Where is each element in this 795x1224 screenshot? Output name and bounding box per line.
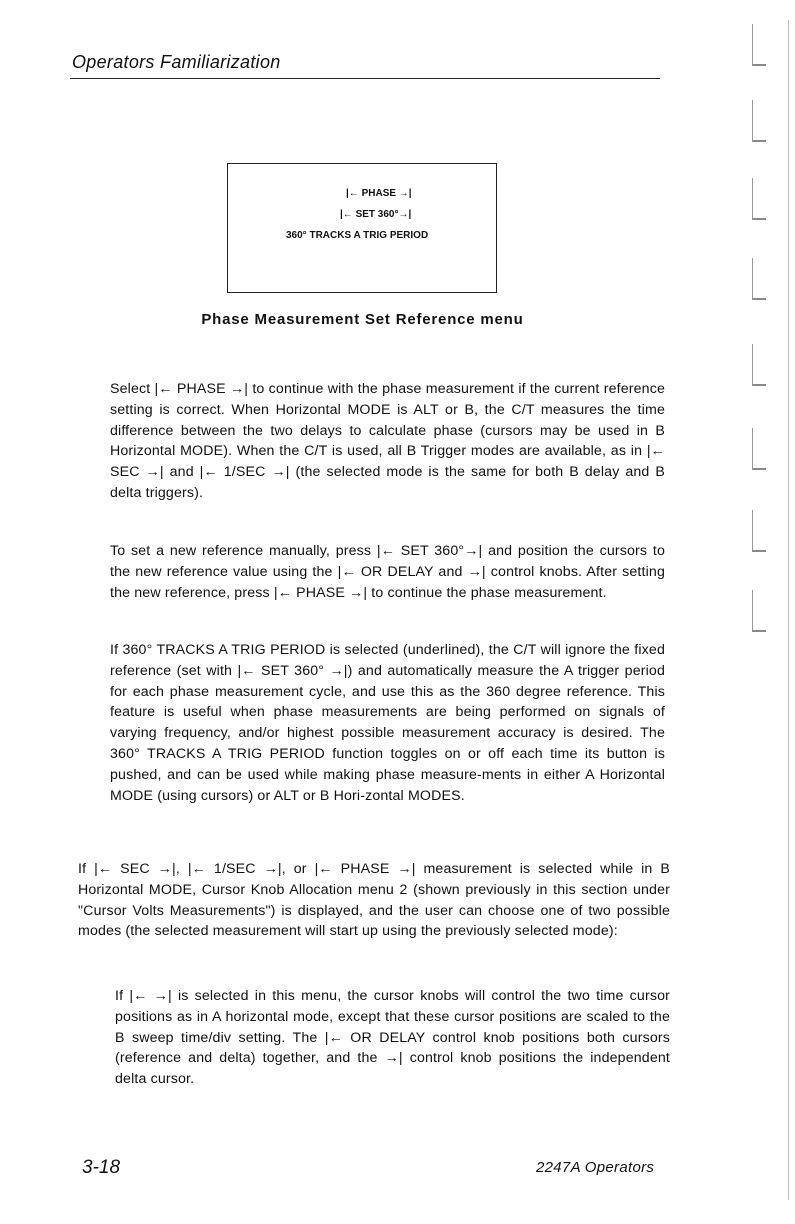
paragraph-select-phase: Select |← PHASE →| to continue with the phase measurement if the current reference setting is correct. When Horizontal MODE is ALT or B, the C/T measures the time difference between the two delays to calculate phase (cursors may be used in B Horizontal MODE). When the C/T is used, all B Trigger modes are available, as in |← SEC →| and |← 1/SEC →| (the selected mode is the same for both B delay and B delta triggers). bbox=[110, 381, 665, 501]
binding-tab-mark bbox=[752, 100, 766, 142]
paragraph-360-tracks: If 360° TRACKS A TRIG PERIOD is selected (underlined), the C/T will ignore the fixed reference (set with |← SET 360° →|) and automatically measure the A trigger period for each phase measurement cycle, and use this as the 360 degree reference. This feature is useful when phase measurements are being performed on signals of varying frequency, and/or highest possible measurement accuracy is desired. The 360° TRACKS A TRIG PERIOD function toggles on or off each time its button is pushed, and can be used while making phase measure-ments in either A Horizontal MODE (using cursors) or ALT or B Hori-zontal MODES. bbox=[110, 642, 665, 804]
binding-tab-mark bbox=[752, 258, 766, 300]
paragraph-cursor-knobs: If |← →| is selected in this menu, the cursor knobs will control the two time cursor positions as in A horizontal mode, except that these cursor positions are scaled to the B sweep time/div setting. The |← OR DELAY control knob positions both cursors (reference and delta) together, and the →| control knob positions the independent delta cursor. bbox=[115, 988, 670, 1088]
binding-tab-mark bbox=[752, 590, 766, 632]
page-edge-line bbox=[788, 20, 789, 1200]
binding-tab-mark bbox=[752, 344, 766, 386]
phase-menu-box bbox=[227, 163, 497, 293]
menu-item-360-tracks: 360° TRACKS A TRIG PERIOD bbox=[286, 230, 429, 241]
paragraph-b-horizontal-mode: If |← SEC →|, |← 1/SEC →|, or |← PHASE →| measurement is selected while in B Horizontal MODE, Cursor Knob Allocation menu 2 (shown previously in this section under "Cursor Volts Measurements") is displayed, and the user can choose one of two possible modes (the selected measurement will start up using the previously selected mode): bbox=[78, 861, 670, 940]
figure-caption: Phase Measurement Set Reference menu bbox=[201, 311, 524, 328]
section-header-title: Operators Familiarization bbox=[72, 52, 281, 72]
paragraph-set-reference: To set a new reference manually, press |← SET 360°→| and position the cursors to the new reference value using the |← OR DELAY and →| control knobs. After setting the new reference, press |← PHASE →| to continue the phase measurement. bbox=[110, 543, 665, 601]
manual-name: 2247A Operators bbox=[536, 1159, 655, 1176]
binding-tab-mark bbox=[752, 428, 766, 470]
binding-tab-mark bbox=[752, 510, 766, 552]
header-rule bbox=[70, 78, 660, 79]
binding-tab-mark bbox=[752, 24, 766, 66]
menu-item-set-360: |← SET 360°→| bbox=[340, 209, 412, 220]
binding-tab-mark bbox=[752, 178, 766, 220]
menu-item-phase: |← PHASE →| bbox=[346, 188, 412, 199]
page-number: 3-18 bbox=[82, 1157, 121, 1178]
